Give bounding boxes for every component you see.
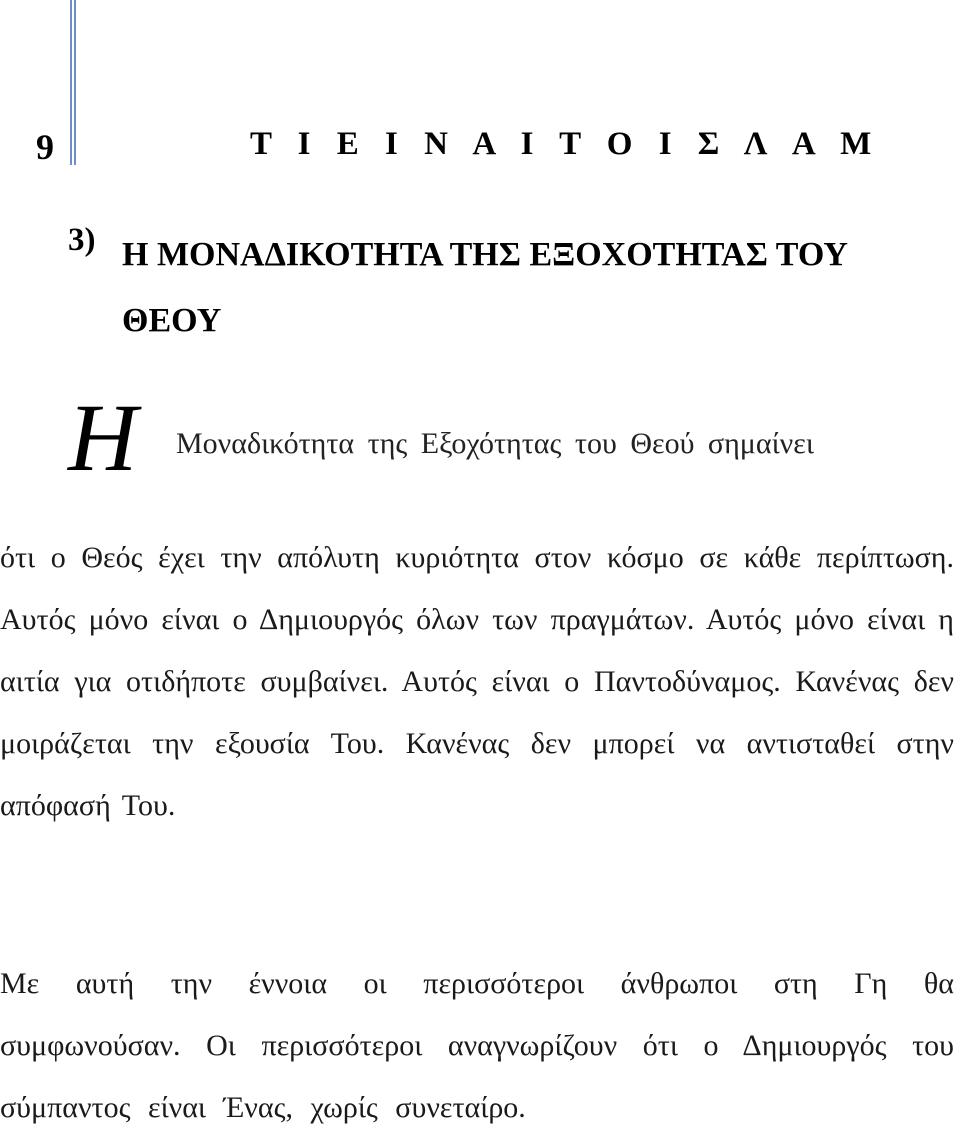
paragraph-first-line: Μοναδικότητα της Εξοχότητας του Θεού σημαίνει (176, 427, 814, 460)
header-rule-left (70, 0, 72, 165)
body-paragraph-2: Με αυτή την έννοια οι περισσότεροι άνθρωποι στη Γη θα συμφωνούσαν. Οι περισσότεροι αναγνωρίζουν ότι ο Δημιουργός του σύμπαντος είναι Ένας, χωρίς συνεταίρο. (0, 967, 954, 1124)
section-number: 3) (68, 222, 96, 258)
section-title: Η ΜΟΝΑΔΙΚΟΤΗΤΑ ΤΗΣ ΕΞΟΧΟΤΗΤΑΣ ΤΟΥ ΘΕΟΥ (122, 236, 848, 339)
running-header-title: Τ Ι Ε Ι Ν Α Ι Τ Ο Ι Σ Λ Α Μ (250, 126, 881, 162)
page-number: 9 (36, 127, 54, 167)
header-rule-right (74, 0, 76, 165)
drop-cap-letter: Η (68, 384, 138, 491)
body-paragraph-1: ότι ο Θεός έχει την απόλυτη κυριότητα στον κόσμο σε κάθε περίπτωση. Αυτός μόνο είναι ο Δημιουργός όλων των πραγμάτων. Αυτός μόνο είναι η αιτία για οτιδήποτε συμβαίνει. Αυτός είναι ο Παντοδύναμος. Κανένας δεν μοιράζεται την εξουσία Του. Κανένας δεν μπορεί να αντισταθεί στην απόφασή Του. (0, 541, 954, 822)
